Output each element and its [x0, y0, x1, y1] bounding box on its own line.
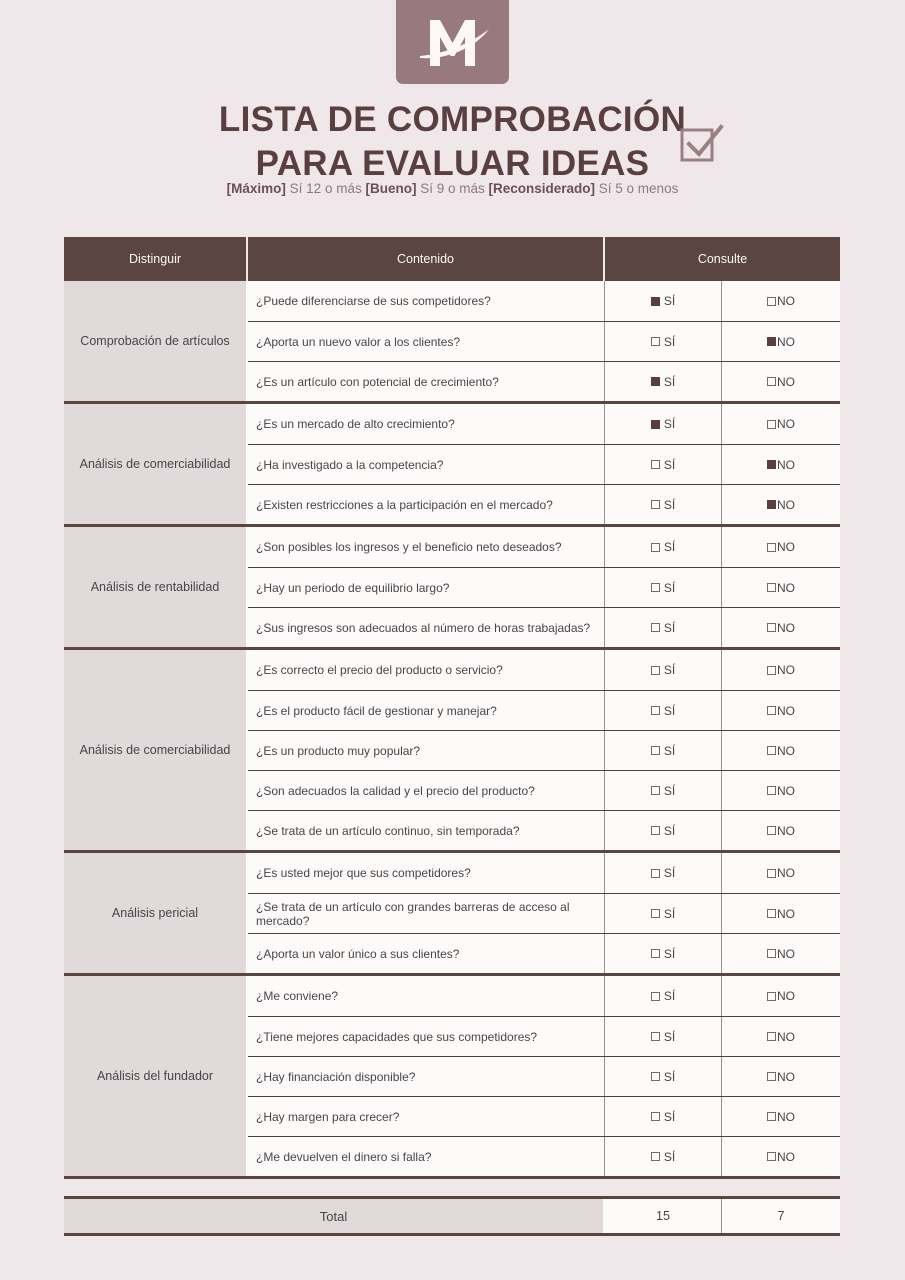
checkbox-unchecked-icon[interactable]: [767, 706, 776, 715]
checkbox-unchecked-icon[interactable]: [651, 1032, 660, 1041]
yes-checkbox-cell[interactable]: [605, 894, 722, 933]
question-text: ¿Hay margen para crecer?: [248, 1097, 605, 1136]
option-label: SÍ: [663, 374, 676, 389]
question-text: ¿Se trata de un artículo continuo, sin temporada?: [248, 811, 605, 850]
option-label: SÍ: [663, 620, 676, 635]
table-group: [64, 650, 840, 853]
table-row: [248, 853, 840, 893]
table-row: [248, 770, 840, 810]
question-text: ¿Hay financiación disponible?: [248, 1057, 605, 1096]
yes-checkbox-cell[interactable]: [605, 811, 722, 850]
yes-checkbox-cell[interactable]: [605, 934, 722, 973]
question-text: ¿Hay un periodo de equilibrio largo?: [248, 568, 605, 607]
checkbox-checked-icon[interactable]: [651, 420, 660, 429]
column-header-distinguir: Distinguir: [64, 237, 248, 281]
checkbox-unchecked-icon[interactable]: [767, 1112, 776, 1121]
question-text: ¿Aporta un valor único a sus clientes?: [248, 934, 605, 973]
checked-checkbox-icon: [678, 119, 726, 167]
option-label: NO: [777, 457, 795, 472]
option-label: SÍ: [663, 783, 676, 798]
option-label: NO: [777, 823, 795, 838]
table-row: [248, 321, 840, 361]
checkbox-unchecked-icon[interactable]: [651, 706, 660, 715]
option-label: SÍ: [663, 1029, 676, 1044]
logo-tile: [396, 0, 509, 84]
table-row: [248, 404, 840, 444]
checkbox-unchecked-icon[interactable]: [767, 623, 776, 632]
no-checkbox-cell[interactable]: [722, 527, 840, 567]
checkbox-unchecked-icon[interactable]: [651, 786, 660, 795]
option-label: NO: [777, 334, 795, 349]
no-checkbox-cell[interactable]: [722, 608, 840, 647]
title-line-2: PARA EVALUAR IDEAS: [255, 144, 650, 183]
yes-checkbox-cell[interactable]: [605, 445, 722, 484]
yes-checkbox-cell[interactable]: [605, 281, 722, 321]
yes-checkbox-cell[interactable]: [605, 976, 722, 1016]
column-header-consulte: Consulte: [697, 252, 748, 266]
table-row: [248, 650, 840, 690]
option-label: NO: [777, 540, 795, 554]
question-text: ¿Ha investigado a la competencia?: [248, 445, 605, 484]
table-row: [248, 1096, 840, 1136]
checkbox-unchecked-icon[interactable]: [767, 666, 776, 675]
yes-checkbox-cell[interactable]: [605, 404, 722, 444]
no-checkbox-cell[interactable]: [722, 1097, 840, 1136]
checkbox-unchecked-icon[interactable]: [651, 623, 660, 632]
yes-checkbox-cell[interactable]: [605, 650, 722, 690]
option-label: NO: [777, 989, 795, 1003]
question-text: ¿Es usted mejor que sus competidores?: [248, 853, 605, 893]
no-checkbox-cell[interactable]: [722, 731, 840, 770]
group-rows: [248, 527, 840, 647]
option-label: SÍ: [663, 663, 676, 677]
no-checkbox-cell[interactable]: [722, 771, 840, 810]
checkbox-unchecked-icon[interactable]: [651, 543, 660, 552]
question-text: ¿Son adecuados la calidad y el precio del producto?: [248, 771, 605, 810]
yes-checkbox-cell[interactable]: [605, 527, 722, 567]
total-yes-value: 15: [605, 1199, 722, 1233]
checkbox-unchecked-icon[interactable]: [651, 583, 660, 592]
checkbox-unchecked-icon[interactable]: [767, 786, 776, 795]
option-label: NO: [777, 783, 795, 798]
question-text: ¿Existen restricciones a la participación en el mercado?: [248, 485, 605, 524]
table-group: [64, 527, 840, 650]
yes-checkbox-cell[interactable]: [605, 1097, 722, 1136]
group-name: Análisis del fundador: [64, 976, 248, 1176]
yes-checkbox-cell[interactable]: [605, 691, 722, 730]
group-rows: [248, 404, 840, 524]
no-checkbox-cell[interactable]: [722, 1057, 840, 1096]
checkbox-unchecked-icon[interactable]: [767, 420, 776, 429]
yes-checkbox-cell[interactable]: [605, 322, 722, 361]
option-label: NO: [777, 946, 795, 961]
group-name: Análisis de comerciabilidad: [64, 404, 248, 524]
question-text: ¿Puede diferenciarse de sus competidores?: [248, 281, 605, 321]
table-row: [248, 810, 840, 850]
checkbox-unchecked-icon[interactable]: [651, 746, 660, 755]
total-row: [64, 1196, 840, 1236]
option-label: SÍ: [663, 866, 676, 880]
option-label: SÍ: [663, 497, 676, 512]
checkbox-unchecked-icon[interactable]: [651, 826, 660, 835]
no-checkbox-cell[interactable]: [722, 1137, 840, 1176]
table-row: [248, 730, 840, 770]
table-row: [248, 933, 840, 973]
question-text: ¿Es un mercado de alto crecimiento?: [248, 404, 605, 444]
checkbox-unchecked-icon[interactable]: [767, 992, 776, 1001]
no-checkbox-cell[interactable]: [722, 485, 840, 524]
question-text: ¿Es el producto fácil de gestionar y manejar?: [248, 691, 605, 730]
table-row: [248, 976, 840, 1016]
checkbox-unchecked-icon[interactable]: [767, 543, 776, 552]
option-label: NO: [777, 294, 795, 308]
question-text: ¿Es correcto el precio del producto o servicio?: [248, 650, 605, 690]
table-row: [248, 567, 840, 607]
group-rows: [248, 650, 840, 850]
table-row: [248, 1136, 840, 1176]
option-label: NO: [777, 743, 795, 758]
title-line-1: LISTA DE COMPROBACIÓN: [218, 100, 687, 139]
table-row: [248, 1056, 840, 1096]
checkbox-unchecked-icon[interactable]: [767, 909, 776, 918]
option-label: SÍ: [663, 294, 676, 308]
checkbox-unchecked-icon[interactable]: [651, 1112, 660, 1121]
no-checkbox-cell[interactable]: [722, 362, 840, 401]
question-text: ¿Me devuelven el dinero si falla?: [248, 1137, 605, 1176]
checkbox-checked-icon[interactable]: [767, 337, 776, 346]
question-text: ¿Es un artículo con potencial de crecimiento?: [248, 362, 605, 401]
question-text: ¿Aporta un nuevo valor a los clientes?: [248, 322, 605, 361]
page-title: [0, 98, 905, 186]
option-label: SÍ: [663, 417, 676, 431]
table-row: [248, 690, 840, 730]
checkbox-checked-icon[interactable]: [767, 500, 776, 509]
checkbox-unchecked-icon[interactable]: [651, 1072, 660, 1081]
question-text: ¿Es un producto muy popular?: [248, 731, 605, 770]
option-label: NO: [777, 866, 795, 880]
no-checkbox-cell[interactable]: [722, 934, 840, 973]
checkbox-unchecked-icon[interactable]: [651, 1152, 660, 1161]
option-label: NO: [777, 1069, 795, 1084]
column-header-contenido: Contenido: [248, 237, 605, 281]
group-rows: [248, 976, 840, 1176]
option-label: NO: [777, 1149, 795, 1164]
table-group: [64, 976, 840, 1179]
table-row: [248, 361, 840, 401]
option-label: SÍ: [663, 1109, 676, 1124]
checkbox-unchecked-icon[interactable]: [767, 1152, 776, 1161]
no-checkbox-cell[interactable]: [722, 650, 840, 690]
table-row: [248, 444, 840, 484]
yes-checkbox-cell[interactable]: [605, 853, 722, 893]
yes-checkbox-cell[interactable]: [605, 1017, 722, 1056]
checkbox-unchecked-icon[interactable]: [651, 869, 660, 878]
table-row: [248, 281, 840, 321]
table-header-row: [64, 237, 840, 281]
yes-checkbox-cell[interactable]: [605, 485, 722, 524]
question-text: ¿Sus ingresos son adecuados al número de horas trabajadas?: [248, 608, 605, 647]
no-checkbox-cell[interactable]: [722, 322, 840, 361]
option-label: NO: [777, 620, 795, 635]
table-row: [248, 607, 840, 647]
no-checkbox-cell[interactable]: [722, 404, 840, 444]
no-checkbox-cell[interactable]: [722, 976, 840, 1016]
question-text: ¿Son posibles los ingresos y el beneficio neto deseados?: [248, 527, 605, 567]
checkbox-unchecked-icon[interactable]: [767, 826, 776, 835]
table-row: [248, 527, 840, 567]
brand-logo: [396, 0, 509, 84]
group-rows: [248, 281, 840, 401]
total-no-value: 7: [722, 1199, 840, 1233]
table-group: [64, 281, 840, 404]
yes-checkbox-cell[interactable]: [605, 568, 722, 607]
group-name: Comprobación de artículos: [64, 281, 248, 401]
checkbox-unchecked-icon[interactable]: [651, 500, 660, 509]
question-text: ¿Tiene mejores capacidades que sus competidores?: [248, 1017, 605, 1056]
question-text: ¿Se trata de un artículo con grandes barreras de acceso al mercado?: [248, 894, 605, 933]
checkbox-unchecked-icon[interactable]: [651, 337, 660, 346]
table-group: [64, 853, 840, 976]
total-label: Total: [64, 1199, 605, 1233]
option-label: NO: [777, 497, 795, 512]
option-label: SÍ: [663, 334, 676, 349]
option-label: SÍ: [663, 989, 676, 1003]
table-bottom-spacer: [64, 1179, 840, 1196]
option-label: SÍ: [663, 703, 676, 718]
checkbox-unchecked-icon[interactable]: [767, 297, 776, 306]
checkbox-unchecked-icon[interactable]: [651, 460, 660, 469]
no-checkbox-cell[interactable]: [722, 281, 840, 321]
table-row: [248, 1016, 840, 1056]
option-label: SÍ: [663, 1069, 676, 1084]
no-checkbox-cell[interactable]: [722, 1017, 840, 1056]
checkbox-checked-icon[interactable]: [651, 297, 660, 306]
option-label: SÍ: [663, 580, 676, 595]
option-label: SÍ: [663, 457, 676, 472]
no-checkbox-cell[interactable]: [722, 894, 840, 933]
legend-reconsiderado-label: [Reconsiderado] Sí 5 o menos: [488, 181, 679, 196]
option-label: NO: [777, 703, 795, 718]
checkbox-unchecked-icon[interactable]: [767, 869, 776, 878]
group-rows: [248, 853, 840, 973]
table-row: [248, 893, 840, 933]
option-label: NO: [777, 1109, 795, 1124]
checkbox-checked-icon[interactable]: [651, 377, 660, 386]
option-label: NO: [777, 417, 795, 431]
checkbox-checked-icon[interactable]: [767, 460, 776, 469]
checkbox-unchecked-icon[interactable]: [767, 377, 776, 386]
no-checkbox-cell[interactable]: [722, 811, 840, 850]
yes-checkbox-cell[interactable]: [605, 771, 722, 810]
checkbox-unchecked-icon[interactable]: [767, 746, 776, 755]
option-label: NO: [777, 1029, 795, 1044]
yes-checkbox-cell[interactable]: [605, 362, 722, 401]
scoring-legend: [0, 179, 905, 198]
no-checkbox-cell[interactable]: [722, 691, 840, 730]
legend-maximo-label: [Máximo] Sí 12 o más: [226, 181, 366, 196]
option-label: NO: [777, 906, 795, 921]
yes-checkbox-cell[interactable]: [605, 1057, 722, 1096]
evaluation-table: [64, 237, 840, 1236]
checkbox-unchecked-icon[interactable]: [651, 909, 660, 918]
option-label: SÍ: [663, 823, 676, 838]
option-label: SÍ: [663, 1149, 676, 1164]
checkbox-unchecked-icon[interactable]: [767, 583, 776, 592]
table-group: [64, 404, 840, 527]
group-name: Análisis de comerciabilidad: [64, 650, 248, 850]
option-label: SÍ: [663, 540, 676, 554]
checkbox-unchecked-icon[interactable]: [651, 666, 660, 675]
yes-checkbox-cell[interactable]: [605, 731, 722, 770]
option-label: SÍ: [663, 946, 676, 961]
option-label: NO: [777, 663, 795, 677]
table-row: [248, 484, 840, 524]
checkbox-unchecked-icon[interactable]: [767, 1072, 776, 1081]
no-checkbox-cell[interactable]: [722, 568, 840, 607]
checkbox-unchecked-icon[interactable]: [651, 992, 660, 1001]
option-label: SÍ: [663, 906, 676, 921]
option-label: SÍ: [663, 743, 676, 758]
option-label: NO: [777, 580, 795, 595]
no-checkbox-cell[interactable]: [722, 853, 840, 893]
group-name: Análisis pericial: [64, 853, 248, 973]
yes-checkbox-cell[interactable]: [605, 608, 722, 647]
m-swoosh-logo-icon: [396, 0, 509, 84]
checkbox-unchecked-icon[interactable]: [767, 949, 776, 958]
no-checkbox-cell[interactable]: [722, 445, 840, 484]
question-text: ¿Me conviene?: [248, 976, 605, 1016]
group-name: Análisis de rentabilidad: [64, 527, 248, 647]
legend-bueno-label: [Bueno] Sí 9 o más: [365, 181, 489, 196]
yes-checkbox-cell[interactable]: [605, 1137, 722, 1176]
checkbox-unchecked-icon[interactable]: [767, 1032, 776, 1041]
checkbox-unchecked-icon[interactable]: [651, 949, 660, 958]
option-label: NO: [777, 374, 795, 389]
